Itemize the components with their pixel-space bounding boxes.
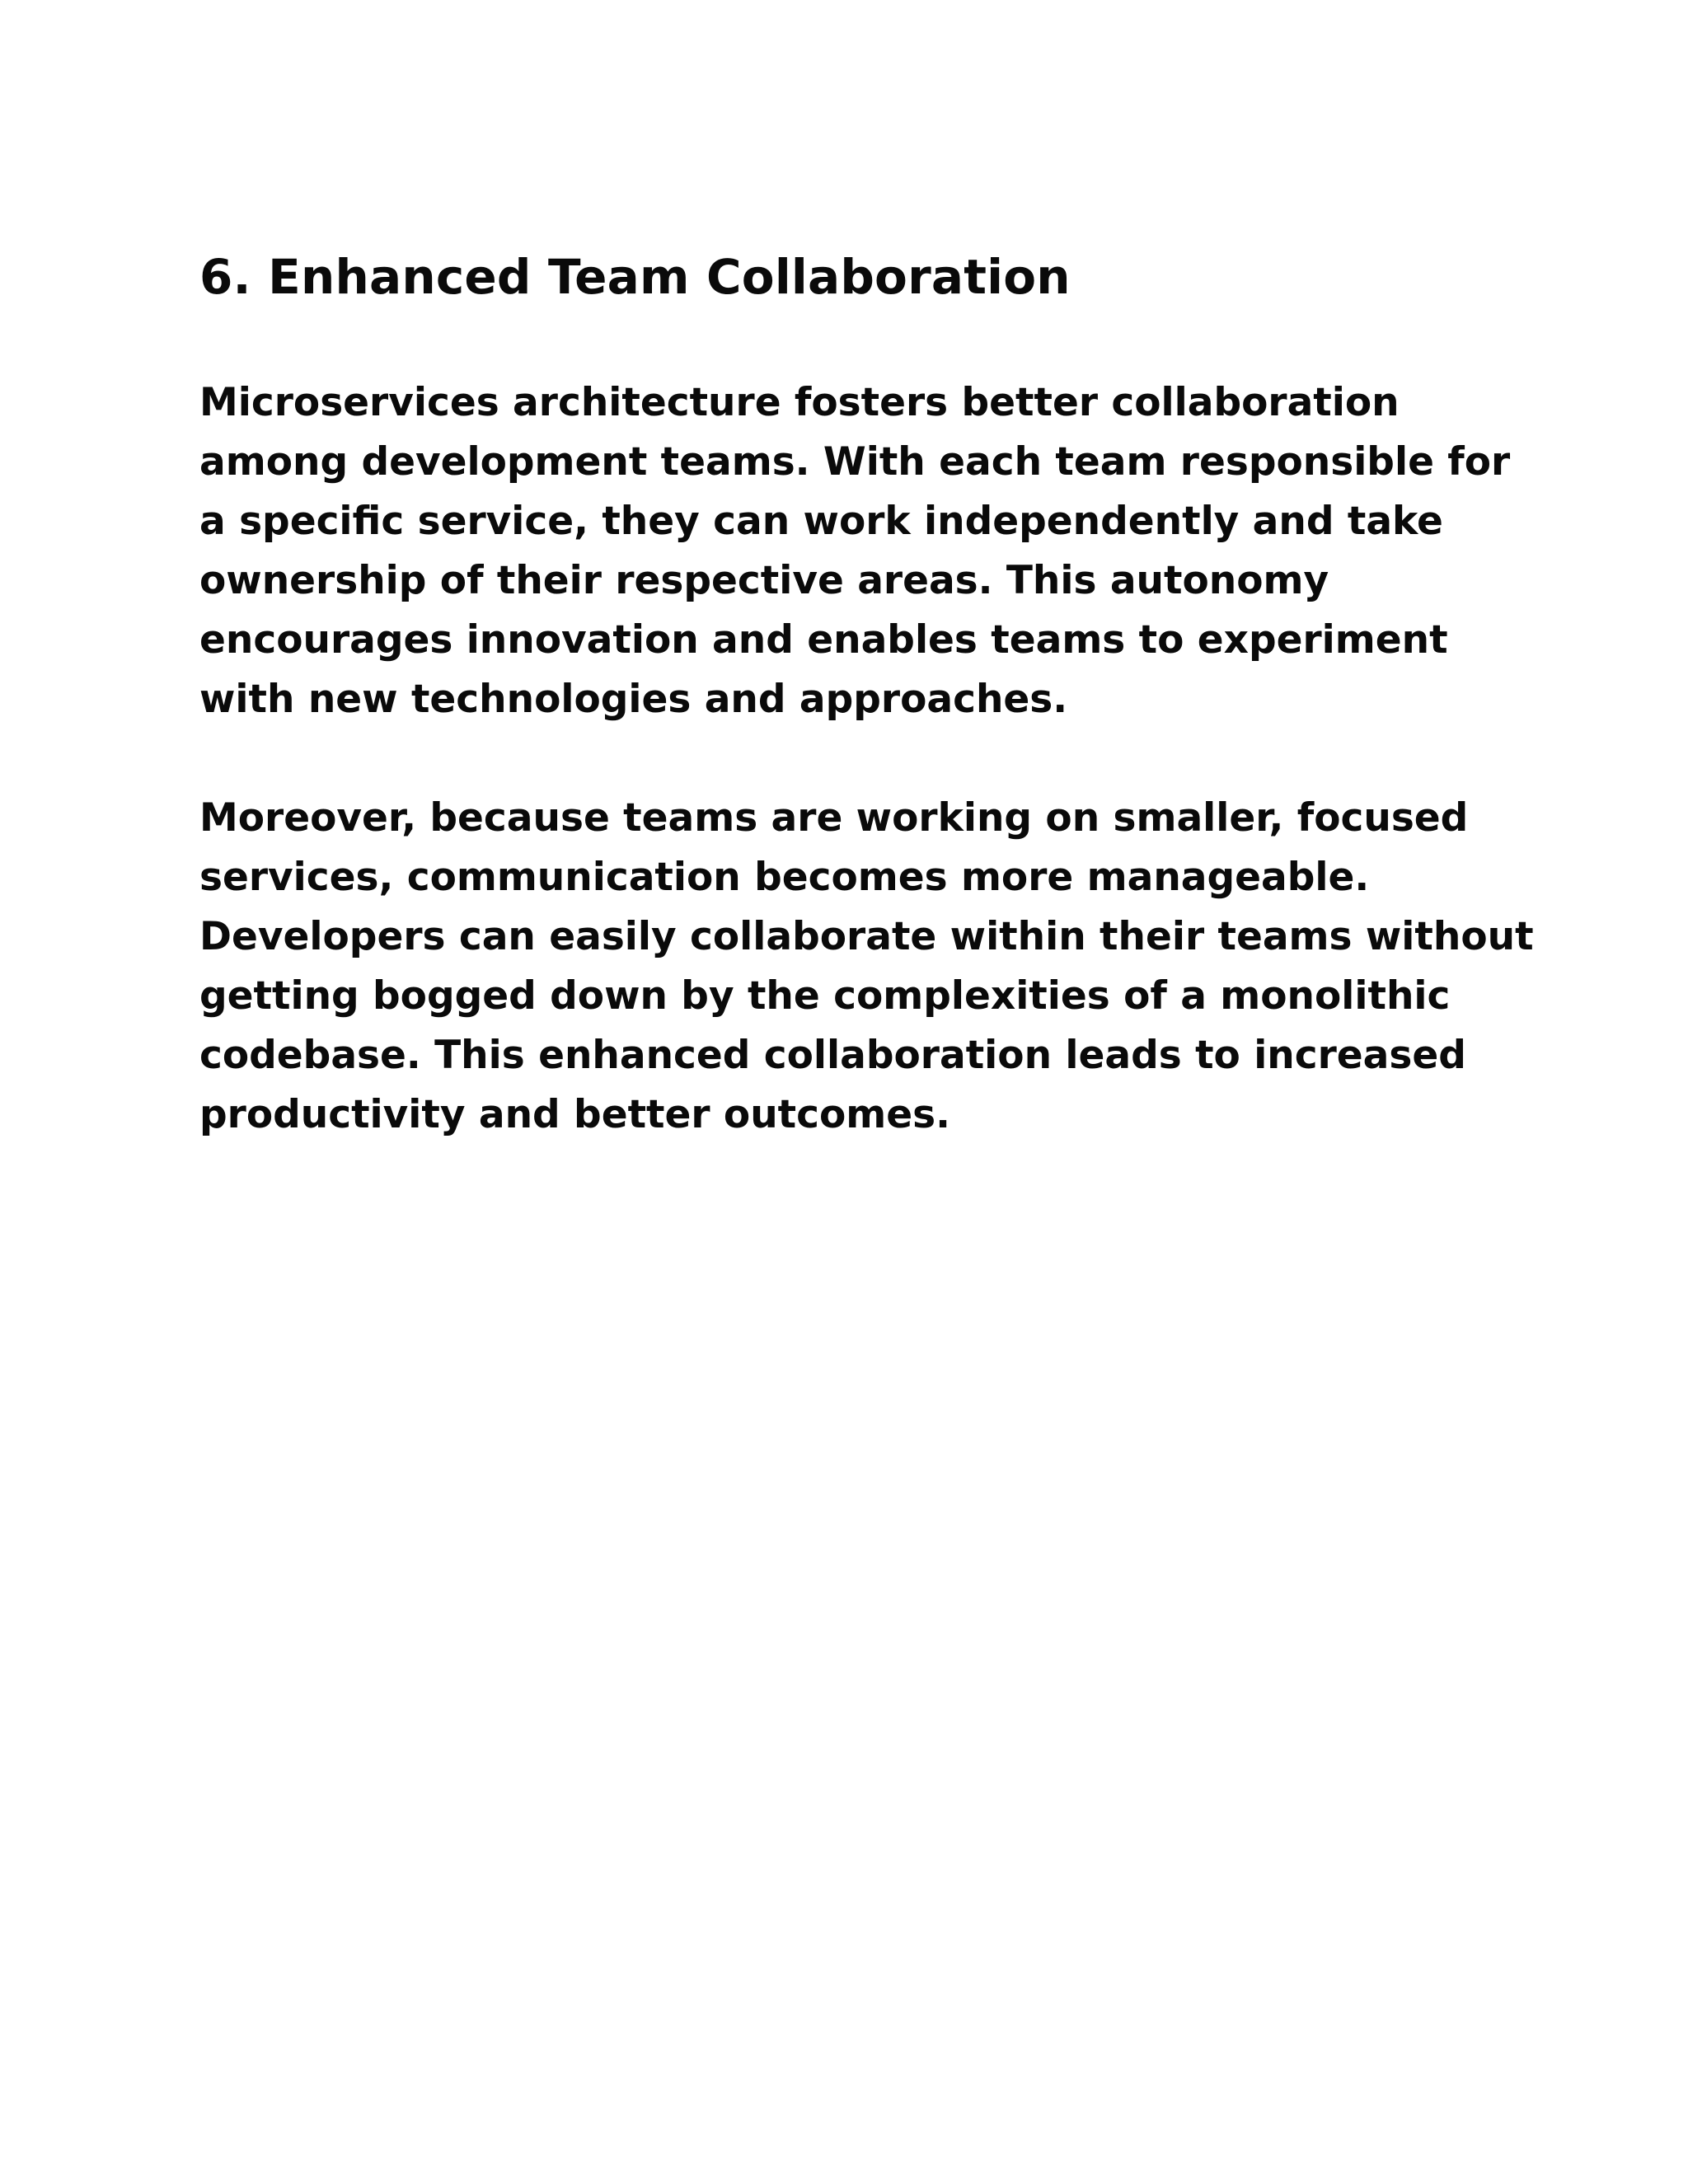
paragraph-2 [199,789,1534,1145]
document-content [199,247,1534,1145]
paragraph-line: ownership of their respective areas. This autonomy [199,557,1329,603]
paragraph-line: Developers can easily collaborate within their teams without [199,913,1534,959]
paragraph-line: services, communication becomes more manageable. [199,854,1370,900]
paragraph-line: encourages innovation and enables teams to experiment [199,616,1448,663]
paragraph-line: with new technologies and approaches. [199,676,1068,722]
paragraph-line: among development teams. With each team responsible for [199,438,1511,485]
paragraph-1 [199,373,1511,729]
paragraph-line: Microservices architecture fosters better collaboration [199,379,1400,425]
paragraph-line: Moreover, because teams are working on smaller, focused [199,794,1469,841]
section-heading: 6. Enhanced Team Collaboration [199,249,1071,305]
paragraph-line: a specific service, they can work independently and take [199,498,1443,544]
paragraph-line: productivity and better outcomes. [199,1091,950,1137]
paragraph-line: getting bogged down by the complexities of a monolithic [199,972,1451,1019]
paragraph-line: codebase. This enhanced collaboration leads to increased [199,1032,1466,1078]
